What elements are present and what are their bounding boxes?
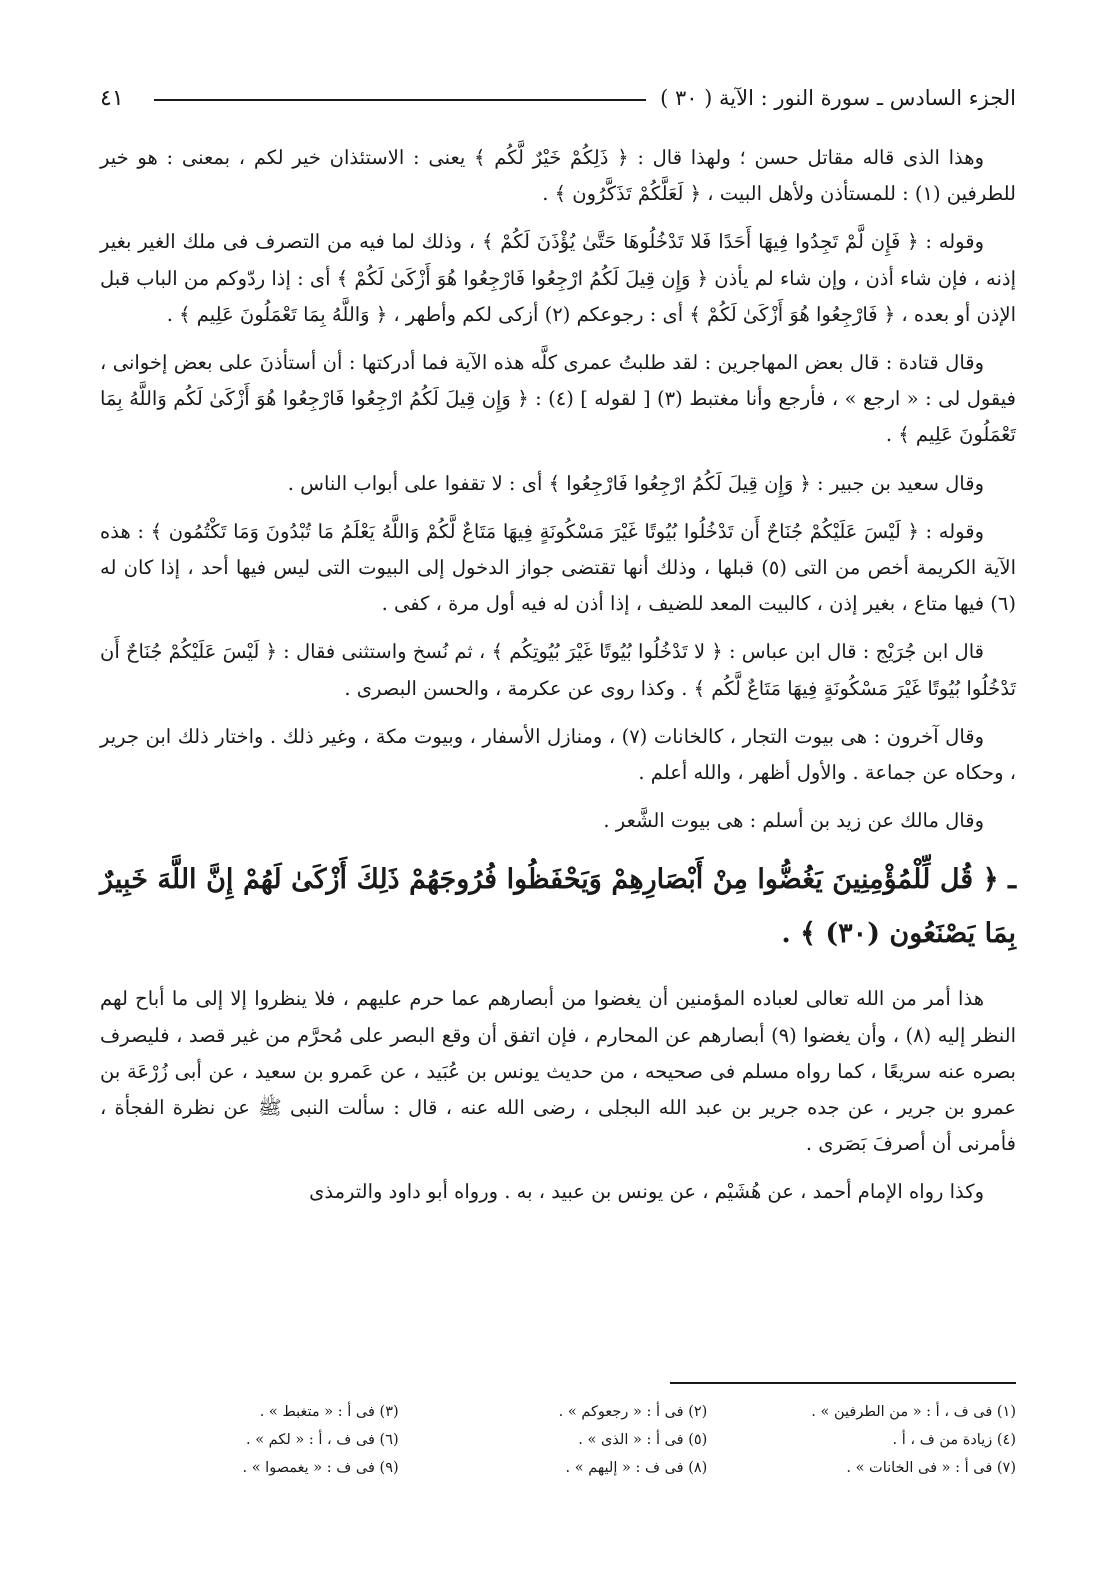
quran-verse-heading: ـ ﴿ قُل لِّلْمُؤْمِنِينَ يَغُضُّوا مِنْ أَبْصَارِهِمْ وَيَحْفَظُوا فُرُوجَهُمْ ذَلِكَ أَزْكَىٰ لَهُمْ إِنَّ اللَّهَ خَبِيرٌ بِمَا يَصْنَعُون (٣٠) ﴾ . [100, 864, 1016, 950]
footnote: (٧) فى أ : « فى الخانات » . [846, 1460, 1016, 1476]
paragraph: قال ابن جُرَيْج : قال ابن عباس : ﴿ لا تَدْخُلُوا بُيُوتًا غَيْرَ بُيُوتِكُم ﴾ ، ثم نُسخ واستثنى فقال : ﴿ لَيْسَ عَلَيْكُمْ جُنَاحٌ أَن تَدْخُلُوا بُيُوتًا غَيْرَ مَسْكُونَةٍ فِيهَا مَتَاعٌ لَّكُم ﴾ . وكذا روى عن عكرمة ، والحسن البصرى . [100, 640, 1016, 700]
footnote: (٢) فى أ : « رجعوكم » . [558, 1404, 708, 1420]
running-title: الجزء السادس ـ سورة النور : الآية ( ٣٠ ) [660, 86, 1016, 110]
main-text [100, 140, 1016, 1211]
footnote: (١) فى ف ، أ : « من الطرفين » . [811, 1404, 1016, 1420]
footnote: (٥) فى أ : « الذى » . [578, 1432, 708, 1448]
footnotes [100, 1382, 1016, 1478]
footnote: (٣) فى أ : « متغبط » . [259, 1404, 399, 1420]
paragraph: هذا أمر من الله تعالى لعباده المؤمنين أن يغضوا من أبصارهم عما حرم عليهم ، فلا ينظروا إلا إلى ما أباح لهم النظر إليه (٨) ، وأن يغضوا (٩) أبصارهم عن المحارم ، فإن اتفق أن وقع البصر على مُحرَّم من غير قصد ، فليصرف بصره عنه سريعًا ، كما رواه مسلم فى صحيحه ، من حديث يونس بن عُبَيد ، عن عَمرو بن سعيد ، عن أبى زُرْعَة بن عمرو بن جرير ، عن جده جرير بن عبد الله البجلى ، رضى الله عنه ، قال : سألت النبى ﷺ عن نظرة الفجأة ، فأمرنى أن أصرفَ بَصَرى . [100, 987, 1016, 1156]
paragraph: وهذا الذى قاله مقاتل حسن ؛ ولهذا قال : ﴿ ذَلِكُمْ خَيْرٌ لَّكُم ﴾ يعنى : الاستئذان خير لكم ، بمعنى : هو خير للطرفين (١) : للمستأذن ولأهل البيت ، ﴿ لَعَلَّكُمْ تَذَكَّرُون ﴾ . [100, 146, 1016, 206]
header-rule [154, 99, 646, 101]
paragraph: وقال آخرون : هى بيوت التجار ، كالخانات (٧) ، ومنازل الأسفار ، وبيوت مكة ، وغير ذلك . واختار ذلك ابن جرير ، وحكاه عن جماعة . والأول أظهر ، والله أعلم . [100, 724, 1016, 785]
paragraph: وقال قتادة : قال بعض المهاجرين : لقد طلبتُ عمرى كلَّه هذه الآية فما أدركتها : أن أستأذنَ على بعض إخوانى ، فيقول لى : « ارجع » ، فأرجع وأنا مغتبط (٣) [ لقوله ] (٤) : ﴿ وَإِن قِيلَ لَكُمُ ارْجِعُوا فَارْجِعُوا هُوَ أَزْكَىٰ لَكُم وَاللَّهُ بِمَا تَعْمَلُونَ عَلِيم ﴾ . [100, 351, 1017, 447]
paragraph: وقال مالك عن زيد بن أسلم : هى بيوت الشَّعر . [603, 809, 984, 833]
paragraph: وقوله : ﴿ لَيْسَ عَلَيْكُمْ جُنَاحٌ أَن تَدْخُلُوا بُيُوتًا غَيْرَ مَسْكُونَةٍ فِيهَا مَتَاعٌ لَّكُمْ وَاللَّهُ يَعْلَمُ مَا تُبْدُونَ وَمَا تَكْتُمُون ﴾ : هذه الآية الكريمة أخص من التى (٥) قبلها ، وذلك أنها تقتضى جواز الدخول إلى البيوت التى ليس فيها أحد ، إذا كان له (٦) فيها متاع ، بغير إذن ، كالبيت المعد للضيف ، إذا أذن له فيه أول مرة ، كفى . [100, 519, 1016, 616]
paragraph: وكذا رواه الإمام أحمد ، عن هُشَيْم ، عن يونس بن عبيد ، به . ورواه أبو داود والترمذى [309, 1180, 984, 1204]
footnote: (٦) فى ف ، أ : « لكم » . [245, 1432, 399, 1448]
footnote: (٨) فى ف : « إليهم » . [565, 1460, 708, 1476]
paragraph: وقوله : ﴿ فَإِن لَّمْ تَجِدُوا فِيهَا أَحَدًا فَلا تَدْخُلُوهَا حَتَّىٰ يُؤْذَنَ لَكُمْ ﴾ ، وذلك لما فيه من التصرف فى ملك الغير بغير إذنه ، فإن شاء أذن ، وإن شاء لم يأذن ﴿ وَإِن قِيلَ لَكُمُ ارْجِعُوا فَارْجِعُوا هُوَ أَزْكَىٰ لَكُمْ ﴾ أى : إذا ردّوكم من الباب قبل الإذن أو بعده ، ﴿ فَارْجِعُوا هُوَ أَزْكَىٰ لَكُمْ ﴾ أى : رجوعكم (٢) أزكى لكم وأطهر ، ﴿ وَاللَّهُ بِمَا تَعْمَلُونَ عَلِيم ﴾ . [100, 230, 1016, 326]
footnote: (٤) زيادة من ف ، أ . [892, 1432, 1016, 1448]
footnote: (٩) فى ف : « يغمصوا » . [242, 1460, 399, 1476]
footnote-rule [670, 1382, 1016, 1384]
footnote-list [100, 1402, 1016, 1478]
paragraph: وقال سعيد بن جبير : ﴿ وَإِن قِيلَ لَكُمُ ارْجِعُوا فَارْجِعُوا ﴾ أى : لا تقفوا على أبواب الناس . [287, 471, 984, 495]
running-header [100, 78, 1016, 118]
page-number: ٤١ [100, 85, 124, 111]
